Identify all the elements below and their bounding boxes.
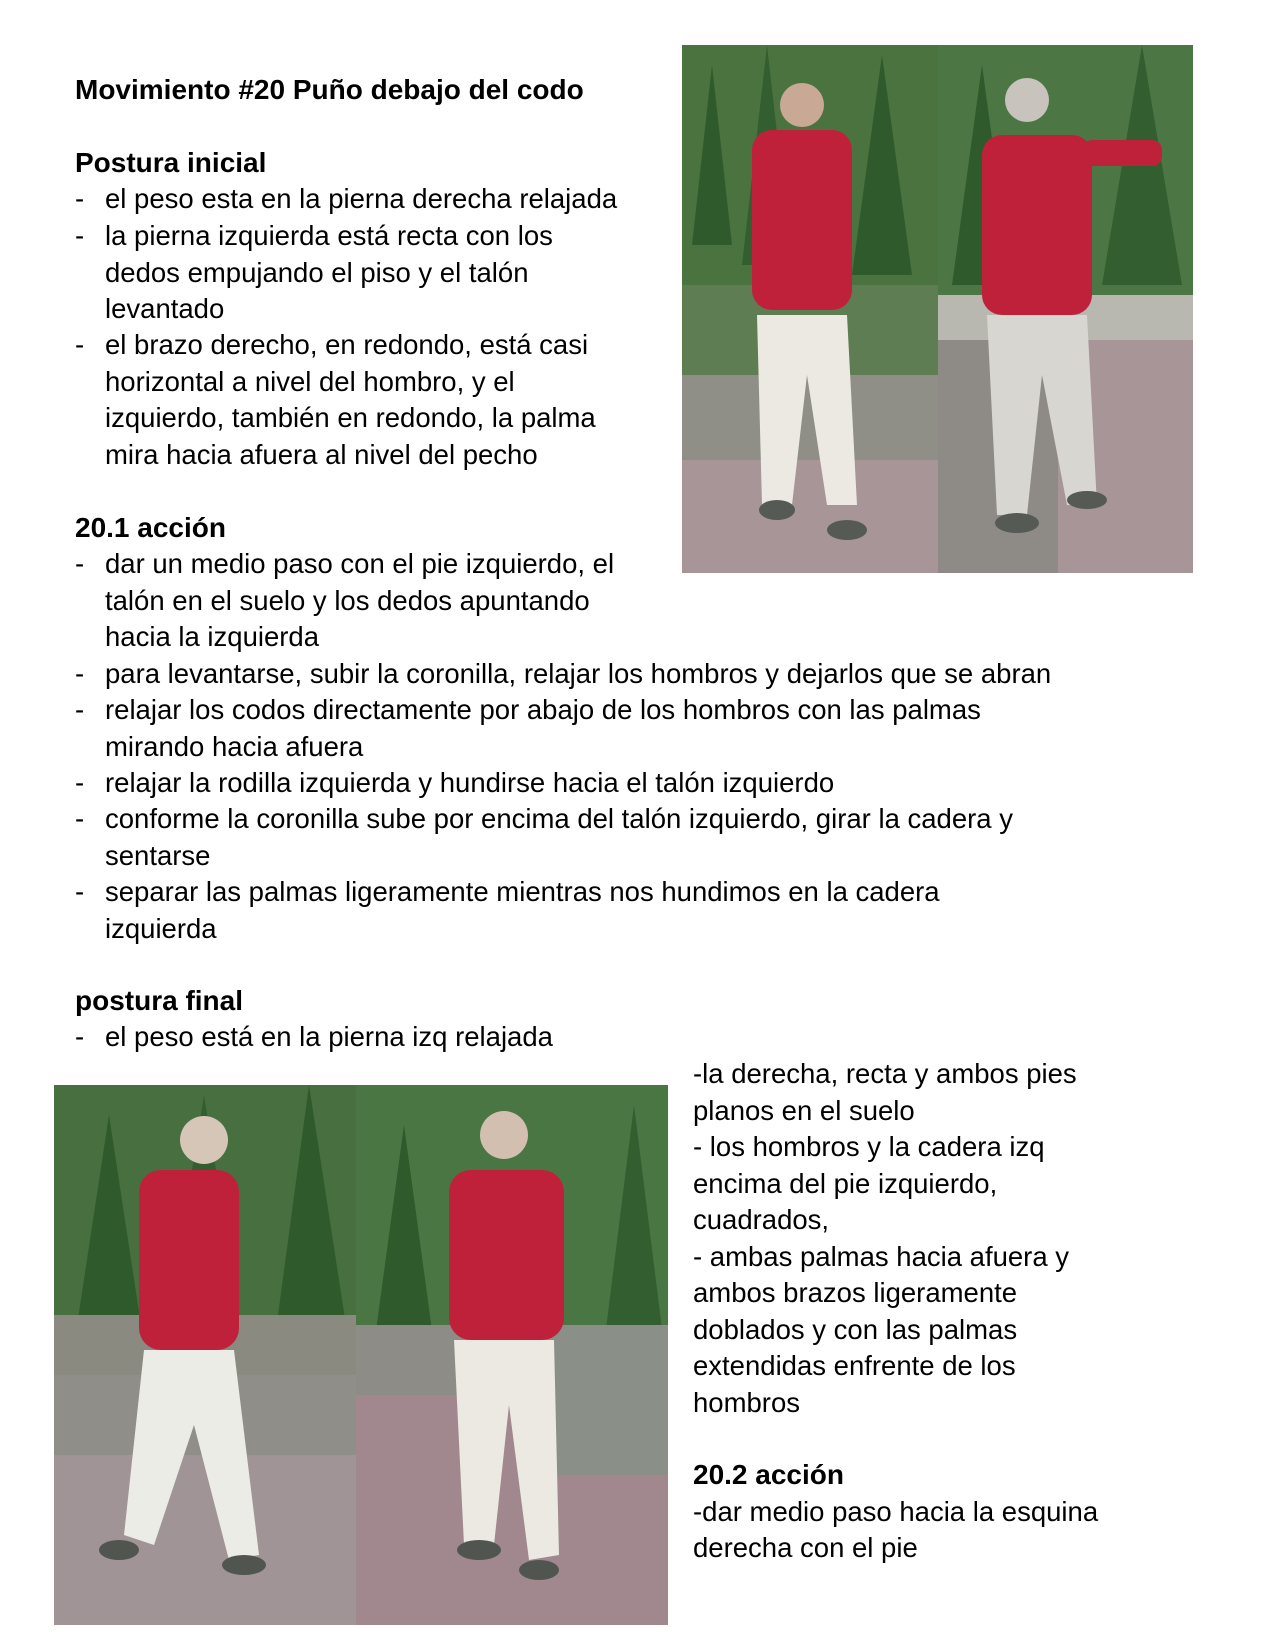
photo-illustration: [682, 45, 1193, 573]
section-heading-accion-1: 20.1 acción: [75, 512, 226, 543]
list-item: - dar un medio paso con el pie izquierdo, el talón en el suelo y los dedos apuntando hacia la izquierda: [75, 548, 615, 652]
detail-line: -la derecha, recta y ambos pies planos en el suelo: [693, 1058, 1077, 1126]
list-item: - conforme la coronilla sube por encima del talón izquierdo, girar la cadera y sentarse: [75, 803, 1013, 871]
section-heading-accion-2: 20.2 acción: [693, 1459, 844, 1490]
postura-final-details: [693, 1056, 1113, 1567]
detail-line: - los hombros y la cadera izq encima del pie izquierdo, cuadrados,: [693, 1131, 1045, 1235]
list-item: - la pierna izquierda está recta con los dedos empujando el piso y el talón levantado: [75, 220, 553, 324]
list-item: - el peso esta en la pierna derecha relajada: [75, 183, 618, 214]
page-title: Movimiento #20 Puño debajo del codo: [75, 74, 584, 105]
detail-line: - ambas palmas hacia afuera y ambos brazos ligeramente doblados y con las palmas extendidas enfrente de los hombros: [693, 1240, 1070, 1418]
section-heading-postura-inicial: Postura inicial: [75, 147, 267, 178]
list-item: - relajar la rodilla izquierda y hundirse hacia el talón izquierdo: [75, 767, 835, 798]
photo-illustration: [54, 1085, 668, 1625]
section-heading-postura-final: postura final: [75, 985, 244, 1016]
photo-postura-inicial: [682, 45, 1193, 573]
photo-postura-final: [54, 1085, 668, 1625]
accion-2-text: -dar medio paso hacia la esquina derecha con el pie: [693, 1495, 1099, 1563]
list-item: - el peso está en la pierna izq relajada: [75, 1021, 553, 1052]
list-item: - el brazo derecho, en redondo, está casi horizontal a nivel del hombro, y el izquierdo, también en redondo, la palma mira hacia afuera al nivel del pecho: [75, 329, 596, 470]
list-item: - separar las palmas ligeramente mientras nos hundimos en la cadera izquierda: [75, 876, 940, 944]
list-item: - para levantarse, subir la coronilla, relajar los hombros y dejarlos que se abran: [75, 658, 1052, 689]
list-item: - relajar los codos directamente por abajo de los hombros con las palmas mirando hacia afuera: [75, 694, 981, 762]
